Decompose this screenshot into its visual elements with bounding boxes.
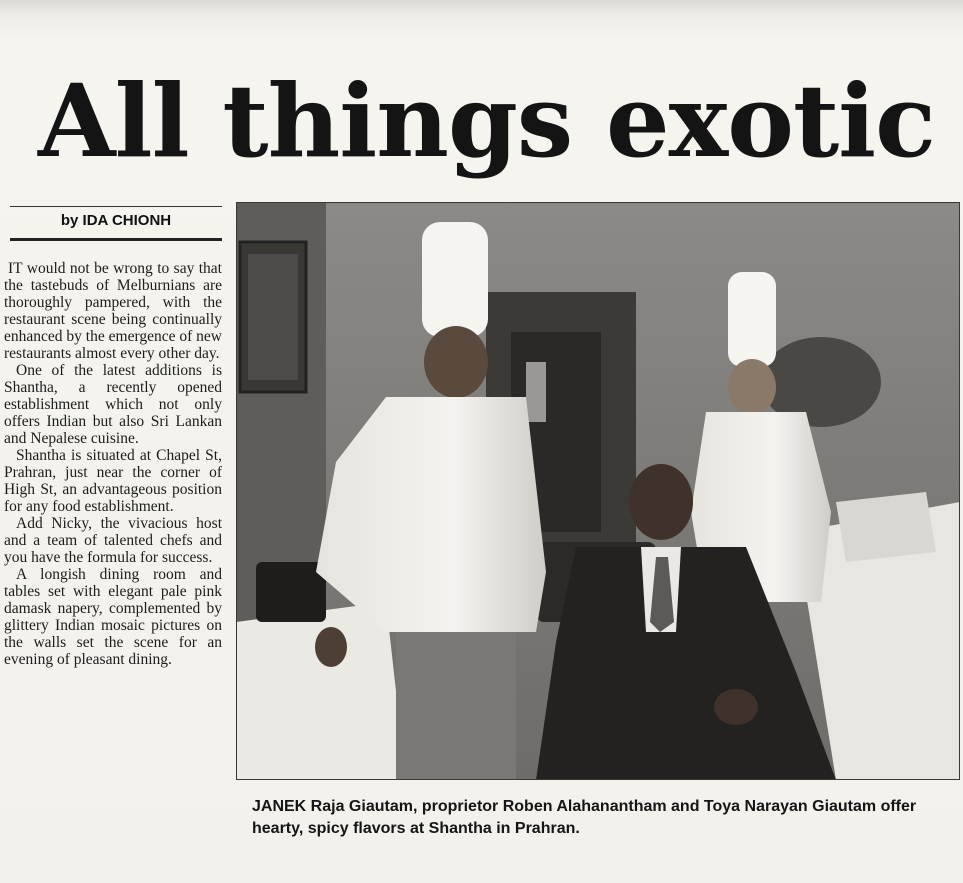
paragraph-5: A longish dining room and tables set with elegant pale pink damask napery, complemented by glittery Indian mosaic pictures on the walls set the scene for an evening of pleasant dining. (4, 566, 222, 668)
paragraph-3: Shantha is situated at Chapel St, Prahran, just near the corner of High St, an advantageous position for any food establishment. (4, 447, 222, 515)
paragraph-1: IT would not be wrong to say that the tastebuds of Melburnians are thoroughly pampered, with the restaurant scene being continually enhanced by the emergence of new restaurants almost every other day. (4, 260, 222, 362)
byline-rule-bottom (10, 238, 222, 241)
restaurant-photo (236, 202, 960, 780)
byline: by IDA CHIONH (60, 212, 172, 229)
paragraph-2: One of the latest additions is Shantha, a recently opened establishment which not only offers Indian but also Sri Lankan and Nepalese cuisine. (4, 362, 222, 447)
paragraph-4: Add Nicky, the vivacious host and a team of talented chefs and you have the formula for success. (4, 515, 222, 566)
article-body (4, 260, 222, 883)
photo-caption: JANEK Raja Giautam, proprietor Roben Alahanantham and Toya Narayan Giautam offer hearty, spicy flavors at Shantha in Prahran. (252, 798, 917, 837)
byline-rule-top (10, 206, 222, 207)
headline: All things exotic (38, 62, 936, 180)
